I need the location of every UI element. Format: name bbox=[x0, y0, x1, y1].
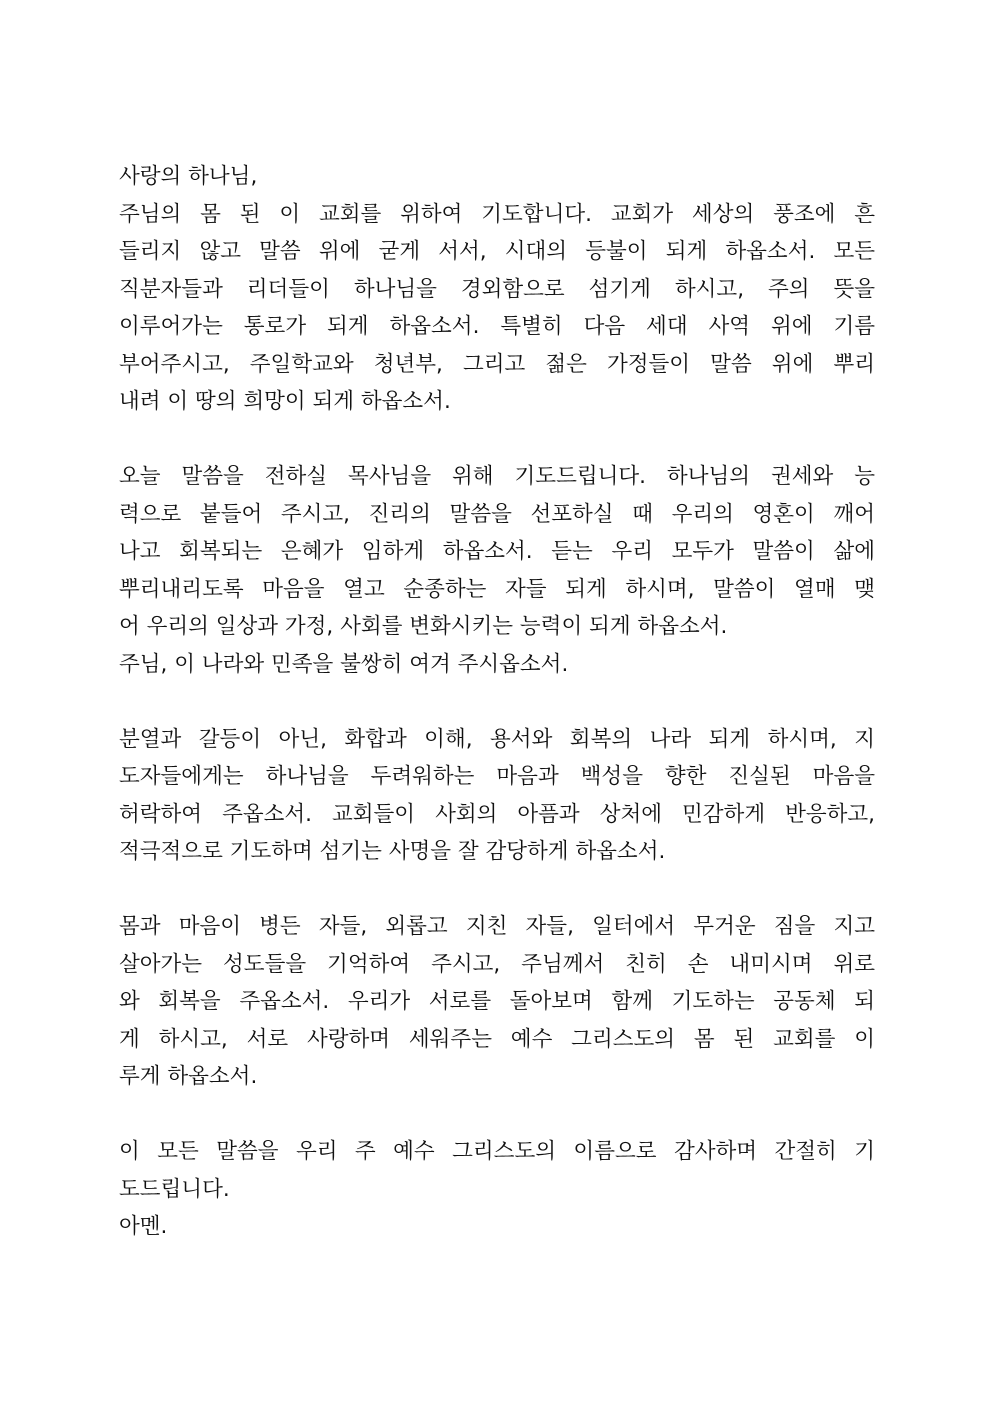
text-line: 주님의 몸 된 이 교회를 위하여 기도합니다. 교회가 세상의 풍조에 흔 bbox=[119, 201, 875, 227]
text-line: 적극적으로 기도하며 섬기는 사명을 잘 감당하게 하옵소서. bbox=[119, 839, 666, 864]
text-line-amen: 아멘. bbox=[119, 1214, 168, 1239]
paragraph-gap bbox=[119, 421, 875, 459]
paragraph-gap bbox=[119, 1096, 875, 1134]
text-line: 오늘 말씀을 전하실 목사님을 위해 기도드립니다. 하나님의 권세와 능 bbox=[119, 464, 875, 489]
paragraph-gap bbox=[119, 683, 875, 721]
text-line: 주님, 이 나라와 민족을 불쌍히 여겨 주시옵소서. bbox=[119, 651, 569, 677]
text-line: 나고 회복되는 은혜가 임하게 하옵소서. 듣는 우리 모두가 말씀이 삶에 bbox=[119, 539, 875, 564]
text-line: 이 모든 말씀을 우리 주 예수 그리스도의 이름으로 감사하며 간절히 기 bbox=[119, 1139, 875, 1164]
prayer-document bbox=[119, 158, 875, 1246]
text-line: 이루어가는 통로가 되게 하옵소서. 특별히 다음 세대 사역 위에 기름 bbox=[119, 314, 875, 339]
text-line: 게 하시고, 서로 사랑하며 세워주는 예수 그리스도의 몸 된 교회를 이 bbox=[119, 1026, 875, 1052]
text-line: 분열과 갈등이 아닌, 화합과 이해, 용서와 회복의 나라 되게 하시며, 지 bbox=[119, 726, 875, 752]
text-line: 부어주시고, 주일학교와 청년부, 그리고 젊은 가정들이 말씀 위에 뿌리 bbox=[119, 351, 875, 377]
text-line: 도자들에게는 하나님을 두려워하는 마음과 백성을 향한 진실된 마음을 bbox=[119, 764, 875, 789]
text-line: 몸과 마음이 병든 자들, 외롭고 지친 자들, 일터에서 무거운 짐을 지고 bbox=[119, 914, 875, 939]
text-line-salutation: 사랑의 하나님, bbox=[119, 164, 258, 189]
text-line: 허락하여 주옵소서. 교회들이 사회의 아픔과 상처에 민감하게 반응하고, bbox=[119, 801, 875, 827]
text-line: 력으로 붙들어 주시고, 진리의 말씀을 선포하실 때 우리의 영혼이 깨어 bbox=[119, 501, 875, 527]
text-line: 루게 하옵소서. bbox=[119, 1064, 258, 1089]
paragraph-gap bbox=[119, 871, 875, 909]
text-line: 도드립니다. bbox=[119, 1176, 230, 1202]
text-line: 살아가는 성도들을 기억하여 주시고, 주님께서 친히 손 내미시며 위로 bbox=[119, 951, 875, 977]
text-line: 내려 이 땅의 희망이 되게 하옵소서. bbox=[119, 389, 451, 414]
text-line: 어 우리의 일상과 가정, 사회를 변화시키는 능력이 되게 하옵소서. bbox=[119, 614, 728, 639]
text-line: 와 회복을 주옵소서. 우리가 서로를 돌아보며 함께 기도하는 공동체 되 bbox=[119, 989, 875, 1014]
text-line: 들리지 않고 말씀 위에 굳게 서서, 시대의 등불이 되게 하옵소서. 모든 bbox=[119, 239, 875, 264]
text-line: 뿌리내리도록 마음을 열고 순종하는 자들 되게 하시며, 말씀이 열매 맺 bbox=[119, 576, 875, 602]
text-line: 직분자들과 리더들이 하나님을 경외함으로 섬기게 하시고, 주의 뜻을 bbox=[119, 276, 875, 302]
